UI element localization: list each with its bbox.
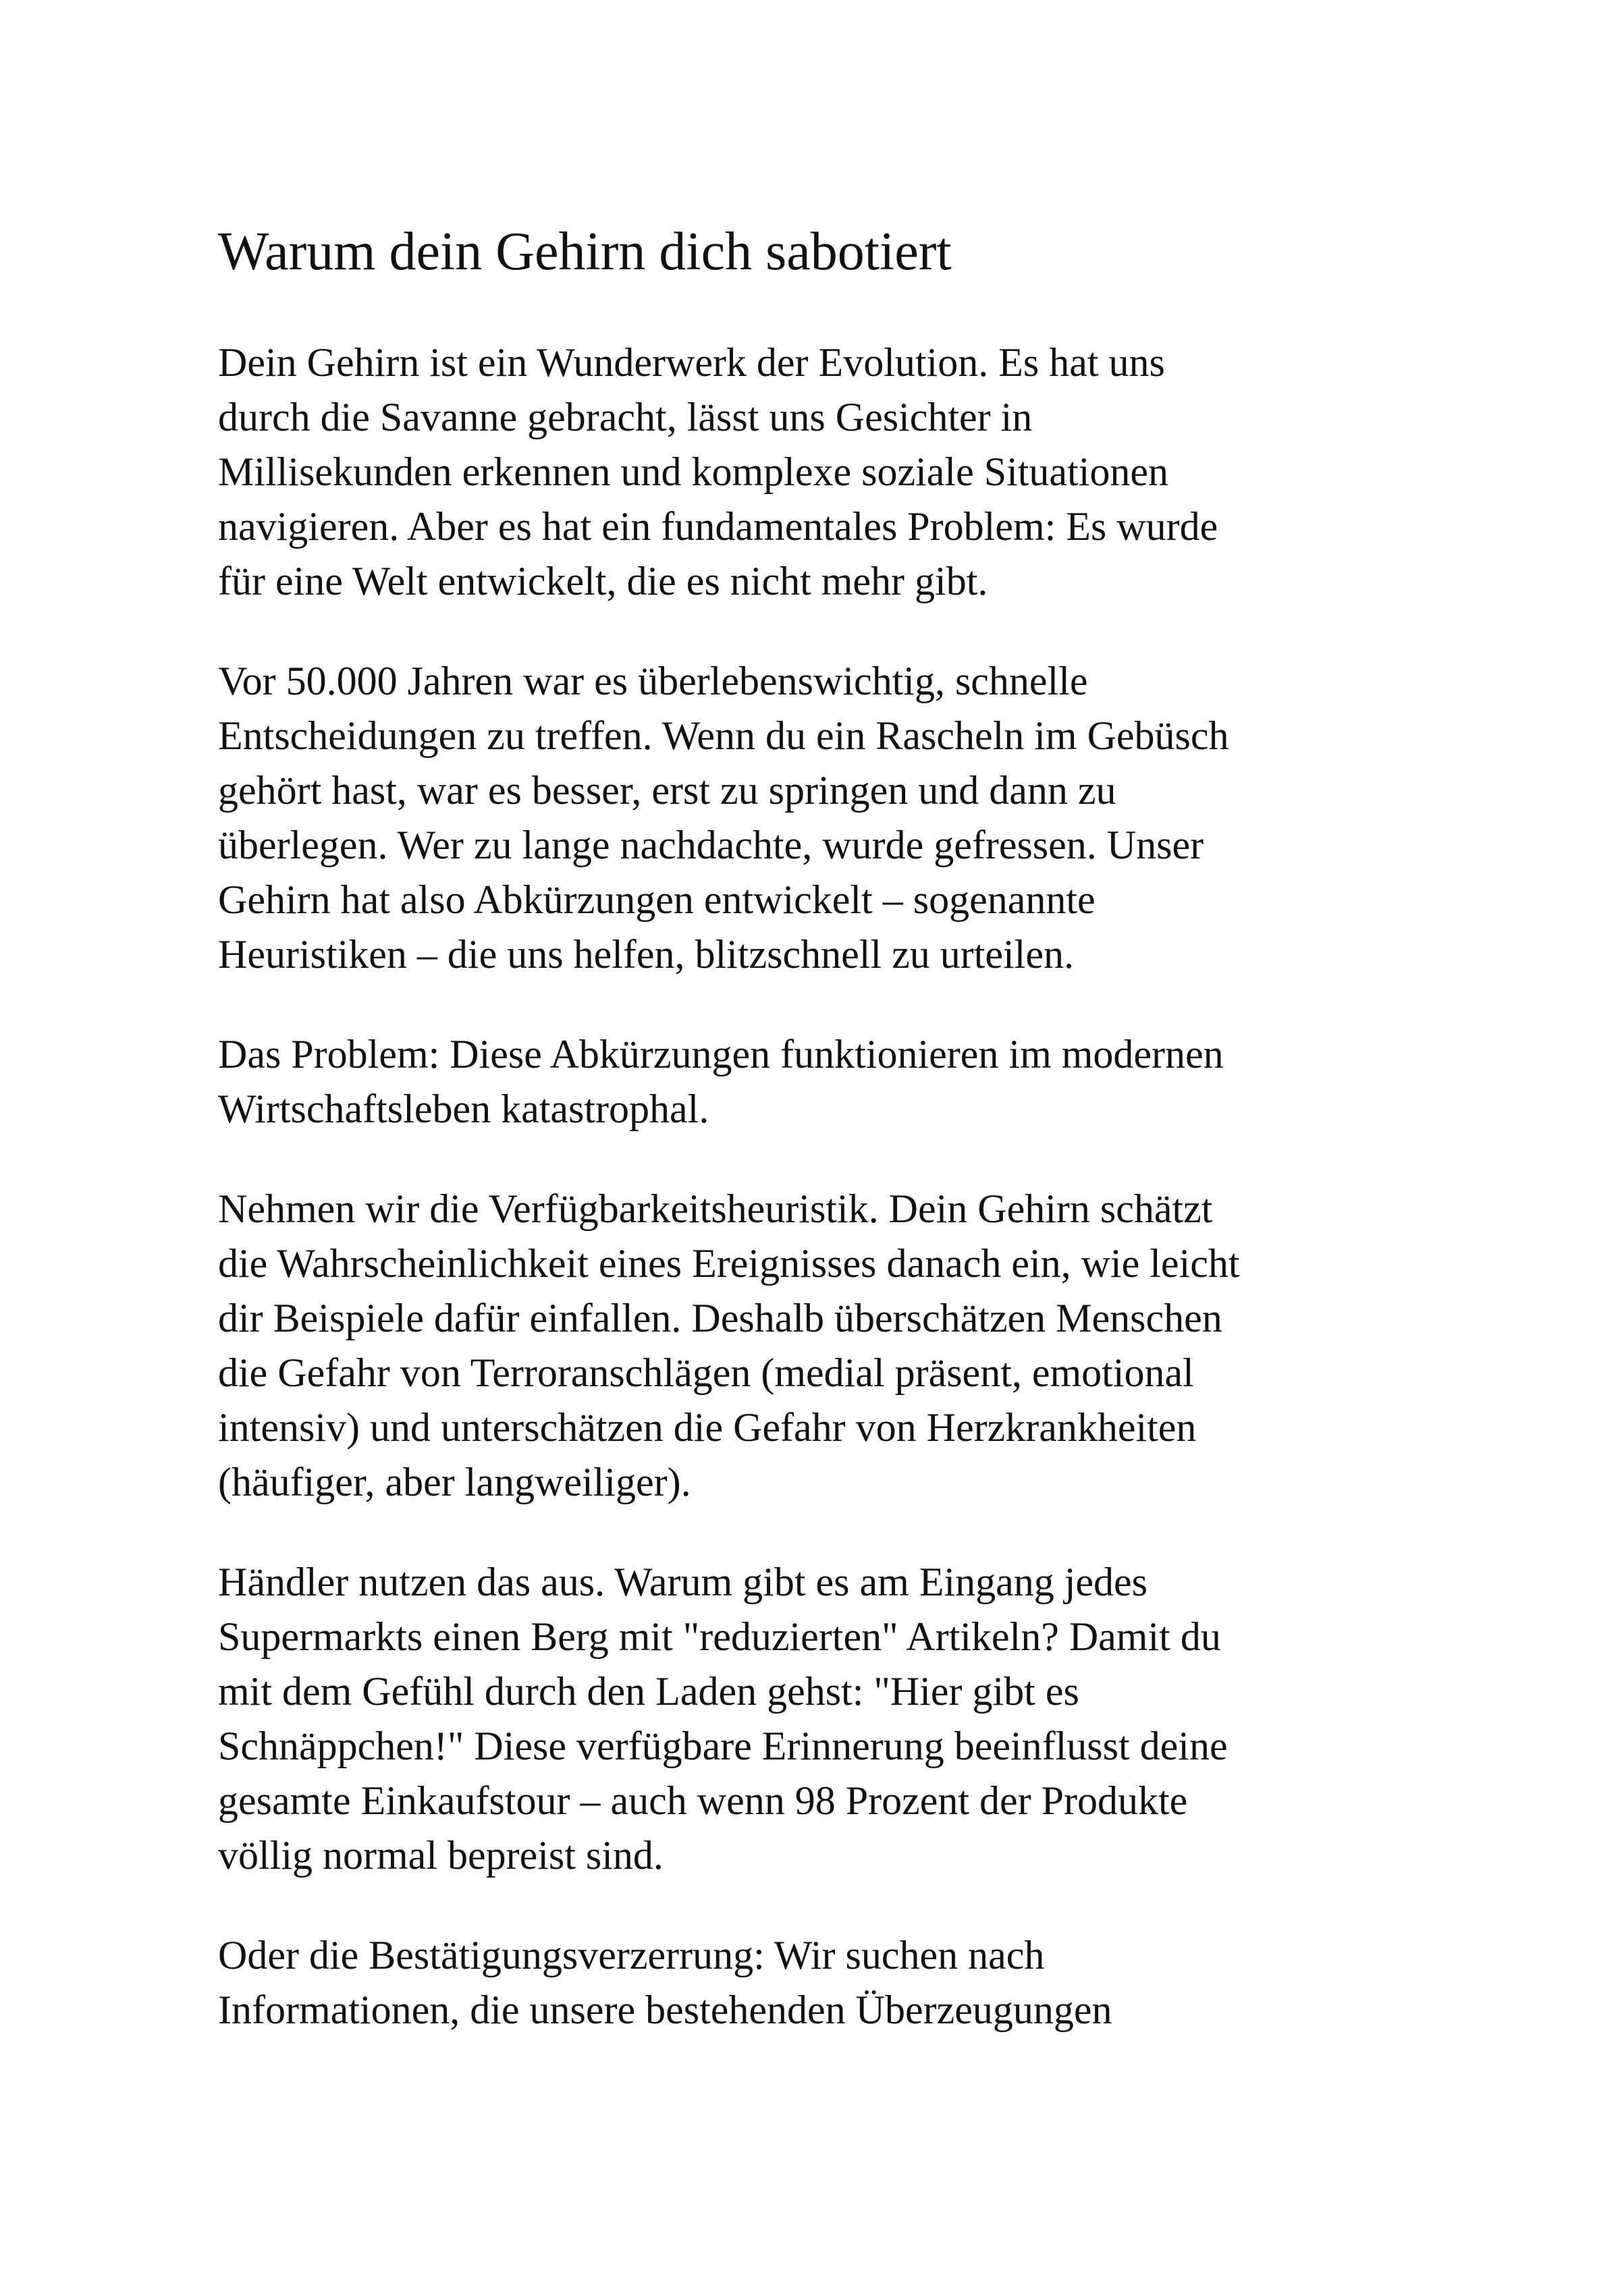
text-line: völlig normal bepreist sind. bbox=[218, 1833, 664, 1878]
text-line: Supermarkts einen Berg mit "reduzierten" Artikeln? Damit du bbox=[218, 1614, 1221, 1659]
paragraph bbox=[218, 1027, 1433, 1137]
text-line: für eine Welt entwickelt, die es nicht mehr gibt. bbox=[218, 559, 988, 603]
text-line: Entscheidungen zu treffen. Wenn du ein Rascheln im Gebüsch bbox=[218, 713, 1229, 758]
text-line: mit dem Gefühl durch den Laden gehst: "Hier gibt es bbox=[218, 1669, 1079, 1714]
paragraph bbox=[218, 335, 1433, 609]
page-title: Warum dein Gehirn dich sabotiert bbox=[218, 222, 952, 281]
text-line: die Gefahr von Terroranschlägen (medial präsent, emotional bbox=[218, 1350, 1194, 1395]
text-line: gehört hast, war es besser, erst zu springen und dann zu bbox=[218, 768, 1116, 813]
text-line: Gehirn hat also Abkürzungen entwickelt – sogenannte bbox=[218, 877, 1096, 922]
text-line: Vor 50.000 Jahren war es überlebenswichtig, schnelle bbox=[218, 659, 1088, 703]
paragraph bbox=[218, 1182, 1433, 1510]
document-page bbox=[218, 221, 1433, 2083]
text-line: Das Problem: Diese Abkürzungen funktionieren im modernen bbox=[218, 1032, 1224, 1076]
text-line: überlegen. Wer zu lange nachdachte, wurde gefressen. Unser bbox=[218, 823, 1204, 867]
article-body bbox=[218, 335, 1433, 2038]
paragraph bbox=[218, 654, 1433, 982]
text-line: dir Beispiele dafür einfallen. Deshalb überschätzen Menschen bbox=[218, 1296, 1222, 1340]
text-line: navigieren. Aber es hat ein fundamentales Problem: Es wurde bbox=[218, 504, 1218, 549]
text-line: Nehmen wir die Verfügbarkeitsheuristik. Dein Gehirn schätzt bbox=[218, 1186, 1213, 1231]
text-line: gesamte Einkaufstour – auch wenn 98 Prozent der Produkte bbox=[218, 1778, 1188, 1823]
text-line: intensiv) und unterschätzen die Gefahr von Herzkrankheiten bbox=[218, 1405, 1197, 1450]
text-line: Schnäppchen!" Diese verfügbare Erinnerung beeinflusst deine bbox=[218, 1724, 1228, 1768]
text-line: Heuristiken – die uns helfen, blitzschnell zu urteilen. bbox=[218, 932, 1074, 977]
paragraph bbox=[218, 1555, 1433, 1883]
text-line: Dein Gehirn ist ein Wunderwerk der Evolution. Es hat uns bbox=[218, 340, 1165, 385]
text-line: Wirtschaftsleben katastrophal. bbox=[218, 1087, 709, 1131]
text-line: Oder die Bestätigungsverzerrung: Wir suchen nach bbox=[218, 1933, 1045, 1977]
text-line: durch die Savanne gebracht, lässt uns Gesichter in bbox=[218, 395, 1033, 439]
paragraph bbox=[218, 1928, 1433, 2038]
text-line: die Wahrscheinlichkeit eines Ereignisses danach ein, wie leicht bbox=[218, 1241, 1240, 1286]
text-line: Händler nutzen das aus. Warum gibt es am Eingang jedes bbox=[218, 1560, 1148, 1604]
text-line: (häufiger, aber langweiliger). bbox=[218, 1460, 691, 1504]
text-line: Informationen, die unsere bestehenden Überzeugungen bbox=[218, 1988, 1112, 2032]
text-line: Millisekunden erkennen und komplexe soziale Situationen bbox=[218, 449, 1169, 494]
